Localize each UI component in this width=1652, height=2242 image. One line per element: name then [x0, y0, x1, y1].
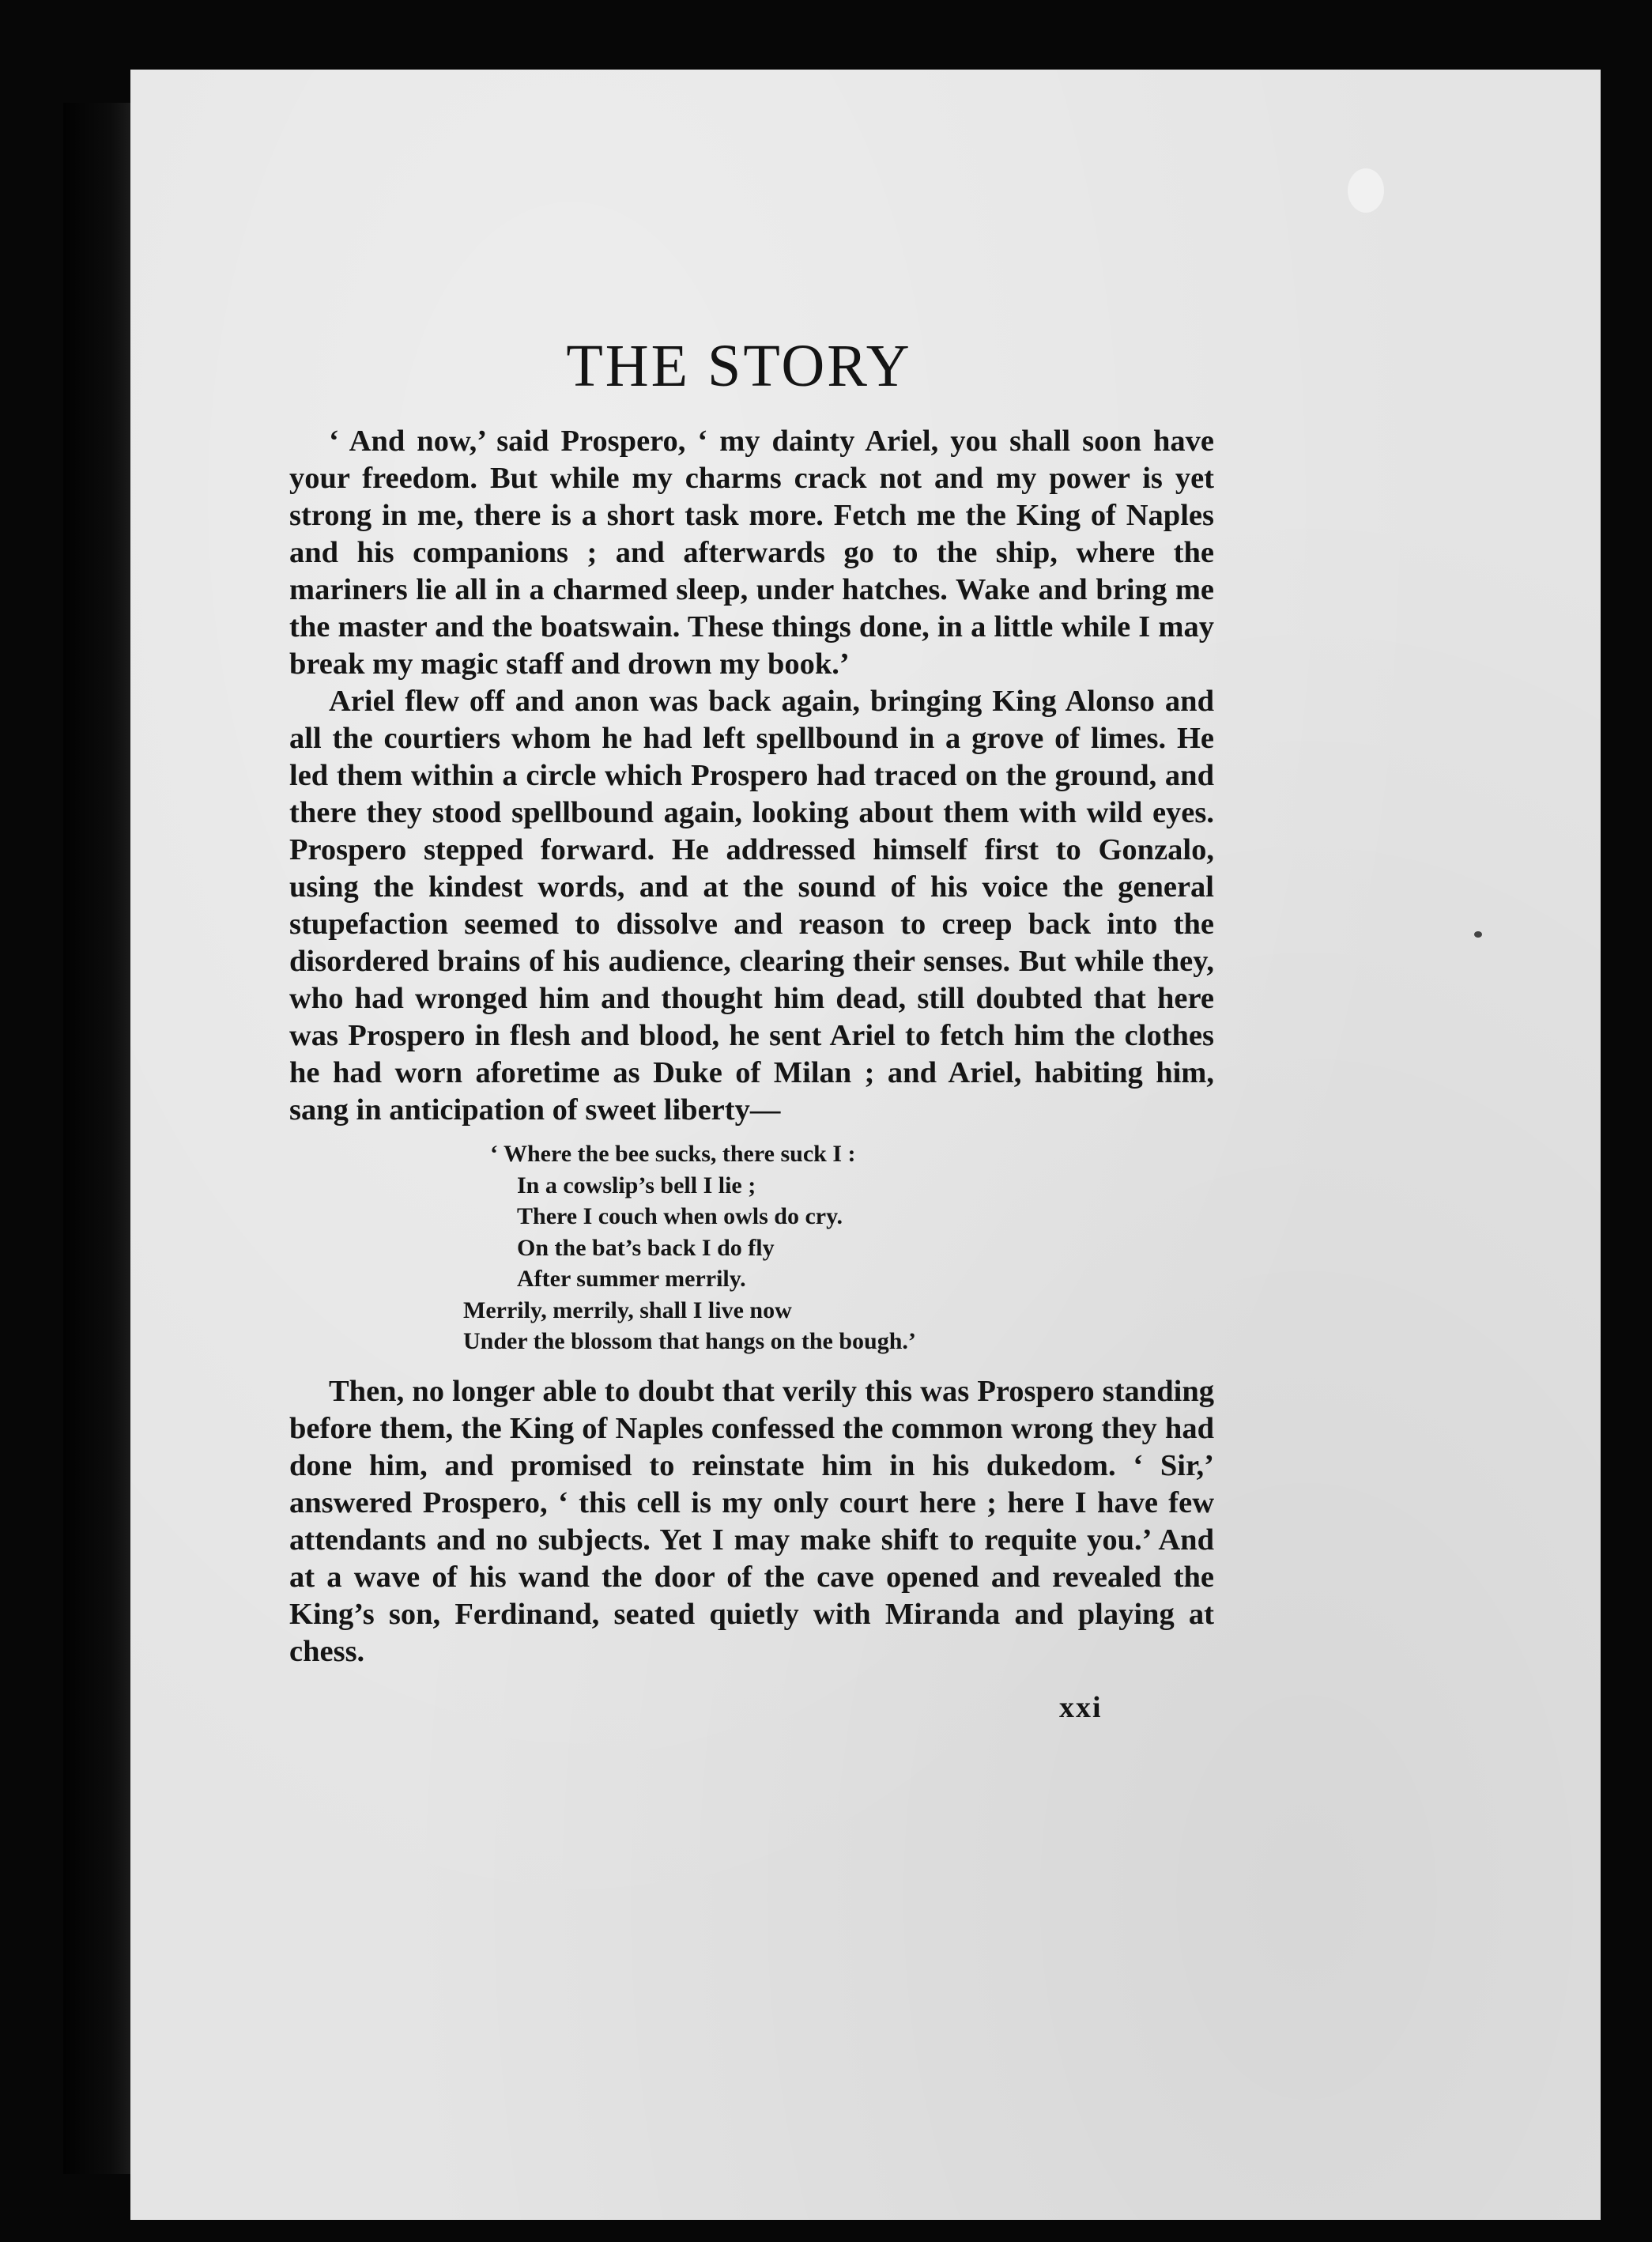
- page-number: xxi: [1059, 1691, 1103, 1724]
- verse-line: In a cowslip’s bell I lie ;: [517, 1172, 756, 1198]
- verse-line: There I couch when owls do cry.: [517, 1203, 843, 1229]
- verse-line: After summer merrily.: [517, 1266, 746, 1292]
- verse-line: On the bat’s back I do fly: [517, 1234, 775, 1261]
- paper-speck: [1474, 931, 1482, 938]
- paragraph-1: ‘ And now,’ said Prospero, ‘ my dainty Ariel, you shall soon have your freedom. But while my charms crack not and my power is yet strong in me, there is a short task more. Fetch me the King of Naples and his companions ; and afterwards go to the ship, where the mariners lie all in a charmed sleep, under hatches. Wake and bring me the master and the boatswain. These things done, in a little while I may break my magic staff and drown my book.’: [289, 425, 1214, 681]
- verse-line: Merrily, merrily, shall I live now: [463, 1297, 792, 1323]
- paper-speck: [1348, 168, 1384, 213]
- book-spine-shadow: [63, 103, 130, 2174]
- story-text: [289, 423, 1214, 1670]
- song-verse: [463, 1138, 1214, 1357]
- verse-line: Under the blossom that hangs on the bough.’: [463, 1328, 916, 1354]
- chapter-title: THE STORY: [566, 333, 912, 399]
- paragraph-3: Then, no longer able to doubt that verily this was Prospero standing before them, the King of Naples confessed the common wrong they had done him, and promised to reinstate him in his dukedom. ‘ Sir,’ answered Prospero, ‘ this cell is my only court here ; here I have few attendants and no subjects. Yet I may make shift to requite you.’ And at a wave of his wand the door of the cave opened and revealed the King’s son, Ferdinand, seated quietly with Miranda and playing at chess.: [289, 1374, 1214, 1668]
- paragraph-2: Ariel flew off and anon was back again, bringing King Alonso and all the courtiers whom he had left spellbound in a grove of limes. He led them within a circle which Prospero had traced on the ground, and there they stood spellbound again, looking about them with wild eyes. Prospero stepped forward. He addressed himself first to Gonzalo, using the kindest words, and at the sound of his voice the general stupefaction seemed to dissolve and reason to creep back into the disordered brains of his audience, clearing their senses. But while they, who had wronged him and thought him dead, still doubted that here was Prospero in flesh and blood, he sent Ariel to fetch him the clothes he had worn aforetime as Duke of Milan ; and Ariel, habiting him, sang in anticipation of sweet liberty—: [289, 685, 1214, 1127]
- verse-line: ‘ Where the bee sucks, there suck I :: [490, 1141, 856, 1167]
